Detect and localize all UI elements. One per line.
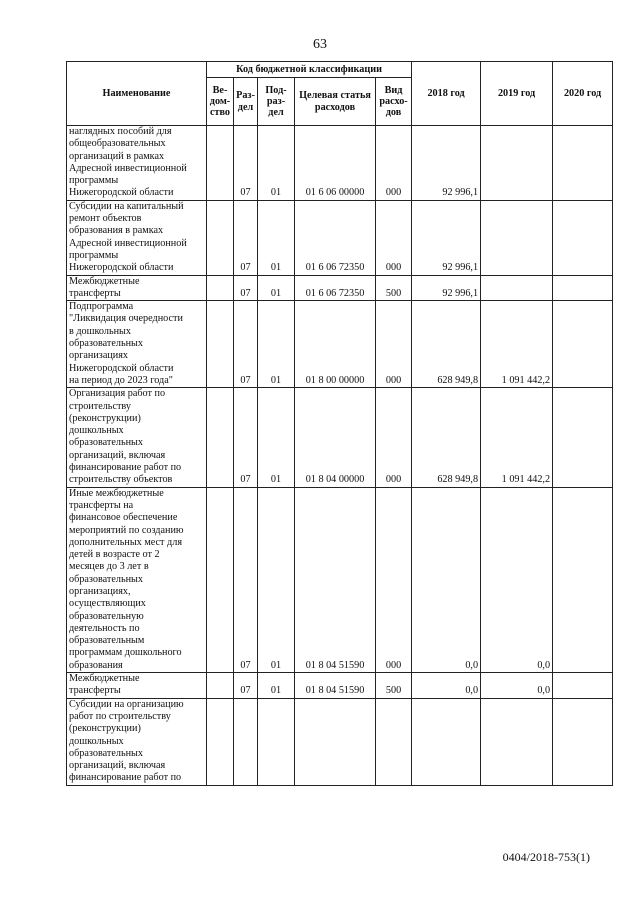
cell-podrazdel (258, 698, 295, 785)
cell-name: Организация работ по строительству (реконструкции) дошкольных образовательных организаций, включая финансирование работ по строительству объектов (67, 388, 207, 487)
cell-2019: 0,0 (481, 673, 553, 699)
header-target-article: Целевая статья расходов (295, 78, 376, 126)
cell-2019: 1 091 442,2 (481, 388, 553, 487)
cell-target-article: 01 6 06 72350 (295, 200, 376, 275)
cell-podrazdel: 01 (258, 301, 295, 388)
cell-podrazdel: 01 (258, 673, 295, 699)
cell-2020 (553, 126, 613, 201)
header-name: Наименование (67, 62, 207, 126)
cell-2019 (481, 126, 553, 201)
cell-2018: 628 949,8 (412, 301, 481, 388)
cell-razdel: 07 (234, 487, 258, 672)
header-classification-group: Код бюджетной классификации (207, 62, 412, 78)
page-number: 63 (313, 37, 327, 52)
cell-target-article: 01 6 06 00000 (295, 126, 376, 201)
cell-2018: 0,0 (412, 673, 481, 699)
cell-2020 (553, 487, 613, 672)
table-row (67, 487, 613, 672)
header-podrazdel: Под- раз- дел (258, 78, 295, 126)
cell-2018: 92 996,1 (412, 275, 481, 301)
cell-podrazdel: 01 (258, 126, 295, 201)
cell-razdel: 07 (234, 126, 258, 201)
cell-target-article: 01 8 04 00000 (295, 388, 376, 487)
header-razdel: Раз- дел (234, 78, 258, 126)
table-row (67, 698, 613, 785)
header-vedomstvo: Ве- дом- ство (207, 78, 234, 126)
table-row (67, 301, 613, 388)
cell-vedomstvo (207, 388, 234, 487)
cell-name: Подпрограмма "Ликвидация очередности в дошкольных образовательных организациях Нижегородской области на период до 2023 года" (67, 301, 207, 388)
document-code: 0404/2018-753(1) (502, 850, 590, 864)
table-row (67, 388, 613, 487)
cell-podrazdel: 01 (258, 388, 295, 487)
cell-target-article: 01 8 04 51590 (295, 487, 376, 672)
cell-podrazdel: 01 (258, 275, 295, 301)
cell-vedomstvo (207, 487, 234, 672)
cell-target-article: 01 8 04 51590 (295, 673, 376, 699)
cell-expense-type: 500 (376, 673, 412, 699)
cell-podrazdel: 01 (258, 487, 295, 672)
cell-vedomstvo (207, 673, 234, 699)
cell-razdel: 07 (234, 301, 258, 388)
cell-podrazdel: 01 (258, 200, 295, 275)
cell-2020 (553, 698, 613, 785)
table-row (67, 673, 613, 699)
cell-expense-type: 000 (376, 301, 412, 388)
cell-expense-type (376, 698, 412, 785)
header-2020: 2020 год (553, 62, 613, 126)
header-2019: 2019 год (481, 62, 553, 126)
cell-vedomstvo (207, 200, 234, 275)
cell-2018 (412, 698, 481, 785)
cell-vedomstvo (207, 301, 234, 388)
cell-2019 (481, 275, 553, 301)
cell-vedomstvo (207, 698, 234, 785)
cell-2018: 92 996,1 (412, 126, 481, 201)
cell-2020 (553, 673, 613, 699)
cell-name: Межбюджетные трансферты (67, 275, 207, 301)
cell-2019: 1 091 442,2 (481, 301, 553, 388)
cell-name: Субсидии на капитальный ремонт объектов образования в рамках Адресной инвестиционной программы Нижегородской области (67, 200, 207, 275)
cell-razdel: 07 (234, 388, 258, 487)
cell-name: Иные межбюджетные трансферты на финансовое обеспечение мероприятий по созданию дополнительных мест для детей в возрасте от 2 месяцев до 3 лет в образовательных организациях, осуществляющих образовательную деятельность по образовательным программам дошкольного образования (67, 487, 207, 672)
cell-2018: 0,0 (412, 487, 481, 672)
cell-2019: 0,0 (481, 487, 553, 672)
header-2018: 2018 год (412, 62, 481, 126)
cell-2020 (553, 200, 613, 275)
cell-2018: 628 949,8 (412, 388, 481, 487)
cell-vedomstvo (207, 126, 234, 201)
cell-razdel: 07 (234, 673, 258, 699)
header-expense-type: Вид расхо- дов (376, 78, 412, 126)
budget-table (66, 61, 613, 786)
cell-2019 (481, 698, 553, 785)
cell-name: наглядных пособий для общеобразовательных организаций в рамках Адресной инвестиционной программы Нижегородской области (67, 126, 207, 201)
table-row (67, 275, 613, 301)
cell-razdel (234, 698, 258, 785)
cell-expense-type: 000 (376, 487, 412, 672)
cell-expense-type: 000 (376, 126, 412, 201)
cell-2020 (553, 275, 613, 301)
cell-name: Субсидии на организацию работ по строительству (реконструкции) дошкольных образовательных организаций, включая финансирование работ по (67, 698, 207, 785)
cell-target-article: 01 8 00 00000 (295, 301, 376, 388)
cell-2018: 92 996,1 (412, 200, 481, 275)
cell-expense-type: 500 (376, 275, 412, 301)
cell-razdel: 07 (234, 275, 258, 301)
cell-target-article: 01 6 06 72350 (295, 275, 376, 301)
cell-razdel: 07 (234, 200, 258, 275)
cell-name: Межбюджетные трансферты (67, 673, 207, 699)
table-row (67, 200, 613, 275)
cell-vedomstvo (207, 275, 234, 301)
cell-target-article (295, 698, 376, 785)
table-row (67, 126, 613, 201)
cell-expense-type: 000 (376, 388, 412, 487)
cell-expense-type: 000 (376, 200, 412, 275)
cell-2020 (553, 301, 613, 388)
cell-2020 (553, 388, 613, 487)
cell-2019 (481, 200, 553, 275)
